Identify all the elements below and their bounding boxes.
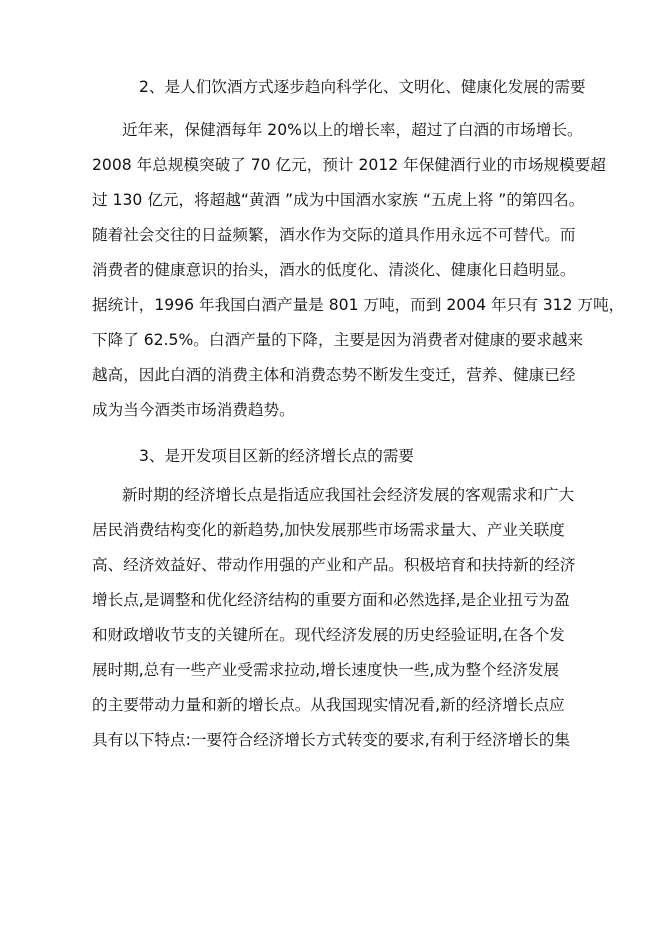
section-2-line-5: 消费者的健康意识的抬头，酒水的低度化、清淡化、健康化日趋明显。: [92, 261, 576, 279]
section-3-line-2: 居民消费结构变化的新趋势,加快发展那些市场需求量大、产业关联度: [92, 521, 565, 539]
section-3-line-1: 新时期的经济增长点是指适应我国社会经济发展的客观需求和广大: [122, 486, 575, 504]
section-2-line-3: 过 130 亿元，将超越“黄酒 ”成为中国酒水家族 “五虎上将 ”的第四名。: [92, 191, 585, 209]
section-2-line-4: 随着社会交往的日益频繁，酒水作为交际的道具作用永远不可替代。而: [92, 226, 576, 244]
section-3-heading: 3、是开发项目区新的经济增长点的需要: [139, 447, 415, 465]
section-2-line-2: 2008 年总规模突破了 70 亿元，预计 2012 年保健酒行业的市场规模要超: [92, 156, 606, 174]
section-3-line-5: 和财政增收节支的关键所在。现代经济发展的历史经验证明,在各个发: [92, 626, 565, 644]
section-2-line-8: 越高，因此白酒的消费主体和消费态势不断发生变迁，营养、健康已经: [92, 366, 576, 384]
section-3-line-6: 展时期,总有一些产业受需求拉动,增长速度快一些,成为整个经济发展: [92, 661, 560, 679]
section-2-line-7: 下降了 62.5%。白酒产量的下降，主要是因为消费者对健康的要求越来: [92, 331, 584, 349]
section-2-line-9: 成为当今酒类市场消费趋势。: [92, 401, 295, 419]
section-2-line-6: 据统计，1996 年我国白酒产量是 801 万吨，而到 2004 年只有 312 万吨，: [92, 296, 625, 314]
section-3-line-4: 增长点,是调整和优化经济结构的重要方面和必然选择,是企业扭亏为盈: [92, 591, 570, 609]
section-2-heading: 2、是人们饮酒方式逐步趋向科学化、文明化、健康化发展的需要: [139, 78, 586, 96]
section-3-line-7: 的主要带动力量和新的增长点。从我国现实情况看,新的经济增长点应: [92, 696, 565, 714]
section-2-line-1: 近年来，保健酒每年 20%以上的增长率，超过了白酒的市场增长。: [122, 121, 583, 139]
section-3-line-3: 高、经济效益好、带动作用强的产业和产品。积极培育和扶持新的经济: [92, 556, 576, 574]
section-3-line-8: 具有以下特点:一要符合经济增长方式转变的要求,有利于经济增长的集: [92, 731, 571, 749]
